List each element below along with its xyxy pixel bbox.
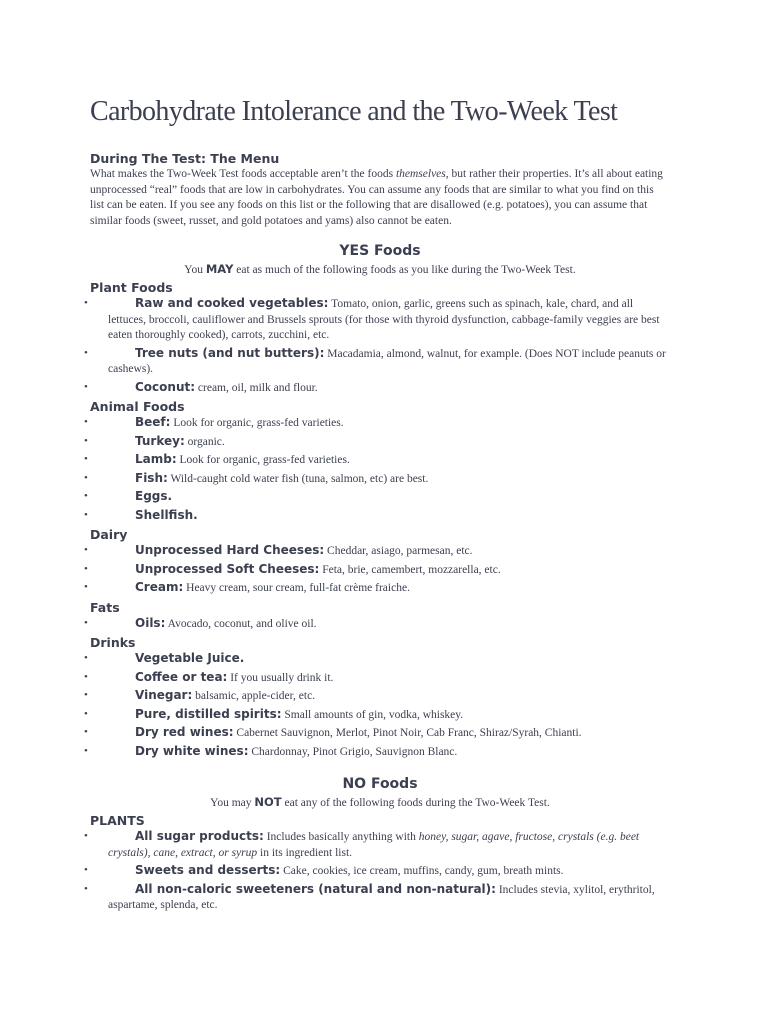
list-item xyxy=(84,489,670,506)
section-heading: Fats xyxy=(90,599,120,615)
bullet-icon: • xyxy=(84,581,88,593)
item-label: Dry white wines: xyxy=(135,743,249,758)
item-label: Cream: xyxy=(135,580,184,594)
list-item xyxy=(84,296,670,344)
item-label: Lamb: xyxy=(135,452,177,466)
section-heading: Plant Foods xyxy=(90,280,173,295)
bullet-icon: • xyxy=(84,707,88,720)
bullet-icon: • xyxy=(84,380,88,393)
food-list xyxy=(84,543,670,597)
item-text: balsamic, apple-cider, etc. xyxy=(192,690,316,702)
list-item xyxy=(84,470,670,488)
section-heading: Drinks xyxy=(90,635,136,650)
item-text: Heavy cream, sour cream, full-fat crème fraiche. xyxy=(183,582,410,594)
no-sub-suffix: eat any of the following foods during the Two-Week Test. xyxy=(281,797,550,809)
item-label: Tree nuts (and nut butters): xyxy=(135,345,325,360)
bullet-icon: • xyxy=(84,882,88,895)
item-text: Wild-caught cold water fish (tuna, salmon, etc) are best. xyxy=(167,472,429,485)
item-label: Coconut: xyxy=(135,379,196,394)
section-heading: Animal Foods xyxy=(90,399,185,414)
menu-heading: During The Test: The Menu xyxy=(90,151,280,166)
item-text: organic. xyxy=(184,435,225,448)
bullet-icon: • xyxy=(84,490,88,502)
no-foods-heading: NO Foods xyxy=(342,776,418,792)
bullet-icon: • xyxy=(84,830,88,842)
no-sub-bold: NOT xyxy=(254,795,282,809)
bullet-icon: • xyxy=(84,689,88,701)
bullet-icon: • xyxy=(84,864,88,876)
bullet-icon: • xyxy=(84,471,88,484)
yes-food-sections xyxy=(84,279,670,760)
list-item xyxy=(84,688,670,705)
bullet-icon: • xyxy=(84,744,88,757)
list-item xyxy=(84,415,670,432)
list-item xyxy=(84,580,670,597)
list-item xyxy=(84,829,670,861)
yes-sub-prefix: You xyxy=(184,264,206,276)
yes-sub-suffix: eat as much of the following foods as you like during the Two-Week Test. xyxy=(233,264,576,276)
yes-foods-heading: YES Foods xyxy=(339,243,421,259)
section-heading: Dairy xyxy=(90,527,128,542)
item-text: Macadamia, almond, walnut, for example. (Does NOT include peanuts or cashews). xyxy=(108,347,666,375)
list-item xyxy=(84,863,670,880)
page-title: Carbohydrate Intolerance and the Two-Week Test xyxy=(90,96,618,127)
list-item xyxy=(84,881,670,914)
item-label: Eggs. xyxy=(135,489,173,503)
yes-foods-subtitle xyxy=(90,261,670,279)
item-text: Cheddar, asiago, parmesan, etc. xyxy=(324,545,473,557)
item-text: Look for organic, grass-fed varieties. xyxy=(176,454,350,466)
bullet-icon: • xyxy=(84,616,88,629)
list-item xyxy=(84,615,670,633)
list-item xyxy=(84,543,670,560)
item-label: All sugar products: xyxy=(135,829,264,843)
item-text: Look for organic, grass-fed varieties. xyxy=(170,417,344,429)
item-label: Dry red wines: xyxy=(135,725,234,739)
intro-text-2: , but rather their properties. It’s all about eating unprocessed “real” foods that are low in carbohydrates. You can assume any foods that are similar to what you find on this list can be eaten. If you see any foods on this list or the following that are disallowed (e.g. potatoes), you can assume that similar foods (sweet, russet, and gold potatoes and yams) also cannot be eaten. xyxy=(90,168,663,227)
bullet-icon: • xyxy=(84,562,88,575)
list-item xyxy=(84,743,670,761)
list-item xyxy=(84,561,670,579)
bullet-icon: • xyxy=(84,652,88,664)
list-item xyxy=(84,452,670,469)
list-item xyxy=(84,379,670,397)
no-section-title: PLANTS xyxy=(90,813,145,828)
list-item xyxy=(84,706,670,724)
item-label: Vegetable Juice. xyxy=(135,651,245,665)
item-text: Includes stevia, xylitol, erythritol, aspartame, splenda, etc. xyxy=(108,883,655,911)
intro-paragraph xyxy=(90,167,670,229)
item-text: Avocado, coconut, and olive oil. xyxy=(165,617,317,630)
item-label: Fish: xyxy=(135,470,168,485)
item-italic-text: honey, sugar, agave, fructose, crystals (e.g. beet crystals), cane, extract, or syrup xyxy=(108,831,640,859)
item-text: If you usually drink it. xyxy=(227,671,334,684)
item-label: Raw and cooked vegetables: xyxy=(135,296,329,310)
item-text-end: in its ingredient list. xyxy=(257,846,353,859)
intro-text-1: What makes the Two-Week Test foods acceptable aren’t the foods xyxy=(90,168,396,180)
item-text: Tomato, onion, garlic, greens such as spinach, kale, chard, and all lettuces, broccoli, cauliflower and Brussels sprouts (for those with thyroid dysfunction, cabbage-family veggies are best eaten thoroughly cooked), carrots, zucchini, etc. xyxy=(108,298,660,341)
bullet-icon: • xyxy=(84,434,88,447)
bullet-icon: • xyxy=(84,670,88,683)
item-text: Cake, cookies, ice cream, muffins, candy, gum, breath mints. xyxy=(280,865,564,877)
bullet-icon: • xyxy=(84,346,88,359)
list-item xyxy=(84,433,670,451)
food-list xyxy=(84,651,670,760)
item-label: Pure, distilled spirits: xyxy=(135,706,282,721)
item-text: Includes basically anything with xyxy=(263,831,419,843)
bullet-icon: • xyxy=(84,297,88,309)
food-list xyxy=(84,415,670,524)
list-item xyxy=(84,725,670,742)
item-label: Sweets and desserts: xyxy=(135,863,281,877)
item-label: Beef: xyxy=(135,415,171,429)
bullet-icon: • xyxy=(84,726,88,738)
no-food-list xyxy=(84,829,670,914)
item-label: All non-caloric sweeteners (natural and non-natural): xyxy=(135,881,496,896)
item-text: Small amounts of gin, vodka, whiskey. xyxy=(281,708,464,721)
list-item xyxy=(84,651,670,668)
item-text: Feta, brie, camembert, mozzarella, etc. xyxy=(319,563,501,576)
item-label: Turkey: xyxy=(135,433,185,448)
bullet-icon: • xyxy=(84,416,88,428)
intro-italic: themselves xyxy=(395,168,446,180)
item-label: Coffee or tea: xyxy=(135,669,228,684)
document-page xyxy=(84,96,670,916)
item-label: Unprocessed Hard Cheeses: xyxy=(135,543,325,557)
list-item xyxy=(84,507,670,525)
item-label: Oils: xyxy=(135,615,166,630)
item-text: Chardonnay, Pinot Grigio, Sauvignon Blanc. xyxy=(248,745,458,758)
item-text: Cabernet Sauvignon, Merlot, Pinot Noir, Cab Franc, Shiraz/Syrah, Chianti. xyxy=(233,727,582,739)
yes-sub-bold: MAY xyxy=(205,262,234,276)
item-label: Vinegar: xyxy=(135,688,193,702)
no-foods-subtitle xyxy=(90,794,670,812)
food-list xyxy=(84,615,670,633)
item-text: cream, oil, milk and flour. xyxy=(195,381,318,394)
bullet-icon: • xyxy=(84,544,88,556)
no-sub-prefix: You may xyxy=(210,797,255,809)
list-item xyxy=(84,669,670,687)
bullet-icon: • xyxy=(84,508,88,521)
list-item xyxy=(84,345,670,378)
food-list xyxy=(84,296,670,396)
bullet-icon: • xyxy=(84,453,88,465)
item-label: Unprocessed Soft Cheeses: xyxy=(135,561,320,576)
item-label: Shellfish. xyxy=(135,507,198,522)
